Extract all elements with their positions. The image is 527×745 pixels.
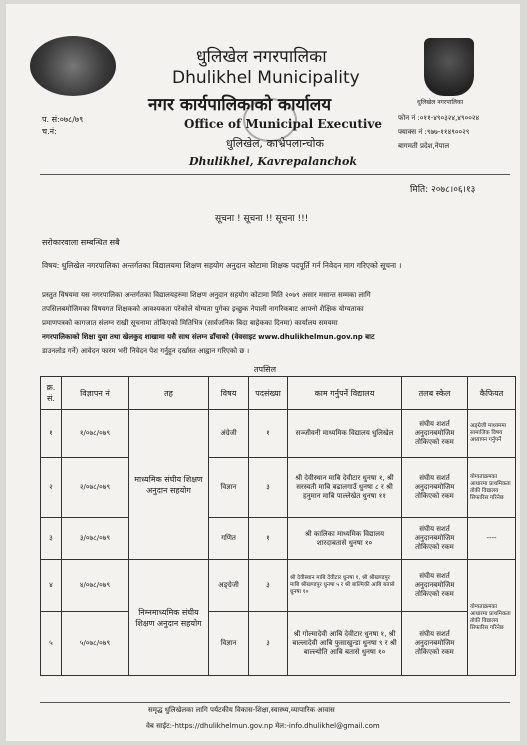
cell-salary: संघीय सशर्त अनुदानबमोजिम तोकिएको रकम: [402, 458, 468, 518]
col-header-posts: पदसंख्या: [249, 377, 288, 410]
col-header-remarks: कैफियत: [468, 377, 516, 410]
table-caption: तपसिल: [254, 365, 277, 374]
col-header-subject: विषय: [209, 377, 249, 410]
col-header-level: तह: [129, 377, 209, 410]
cell-posts: ३: [249, 458, 288, 518]
notice-title: सूचना ! सूचना !! सूचना !!!: [215, 214, 309, 224]
cell-remarks: अङ्ग्रेजी माध्यममा सामाजिक विषय अध्यापन गर्नुपर्ने: [468, 410, 516, 458]
cell-school: श्री गोल्मादेवी आबि देवीटार धुनषा १, श्री बाल्लादेवी आबि फुसाखुन्डा धुनषा ९ र श्री बाल्ल्योति आबि बतासे धुनषा १०: [288, 612, 402, 676]
notice-body-line: प्रमाणपत्रको कागजात संलग्न राखी सूचनामा तोकिएको मितिभित्र (सार्वजनिक बिदा बाहेकका दिनमा) कार्यालय समयमा: [42, 319, 338, 327]
cell-serial: ३: [41, 518, 62, 560]
col-header-serial: क्र. सं.: [41, 377, 62, 410]
cell-subject: अंग्रेजी: [209, 410, 249, 458]
cell-serial: २: [41, 458, 62, 518]
cell-salary: संघीय सशर्त अनुदानबमोजिम तोकिएको रकम: [402, 612, 468, 676]
header-office-english: Office of Municipal Executive: [184, 117, 383, 131]
cell-ad-no: ४/०७८/०७९: [62, 560, 129, 612]
cell-ad-no: ३/०७८/०७९: [62, 518, 129, 560]
header-divider: [40, 174, 510, 175]
fax-number: फ्याक्स नं :९७७-११४९००२९: [398, 128, 470, 136]
cell-school: श्री कालिका माध्यमिक विद्यालय शारदाबतासे धुनषा १०: [288, 518, 402, 560]
footer-divider: [40, 702, 510, 703]
cell-subject: अङ्ग्रेजी: [209, 560, 249, 612]
cell-serial: १: [41, 410, 62, 458]
cell-remarks: ----: [468, 518, 516, 560]
province: बागमती प्रदेश,नेपाल: [398, 142, 450, 150]
cell-subject: विज्ञान: [209, 612, 249, 676]
header-english-name: Dhulikhel Municipality: [172, 68, 360, 88]
notice-body-line: डाउनलोड गर्ने) आवेदन फारम भरी निवेदन पेश गर्नुहुन दर्खास्त आह्वान गरिएको छ ।: [42, 347, 250, 355]
cell-serial: ४: [41, 560, 62, 612]
table-row: [41, 560, 516, 612]
header-address-nepali: धुलिखेल, काभ्रेपलान्चोक: [226, 137, 324, 150]
notice-body-line: प्रस्तुत विषयमा यस नगरपालिका अन्तर्गतका विद्यालयहरुमा शिक्षण अनुदान सहयोग कोटामा मिति २०७९ असार मसान्त सम्मका लागि: [42, 291, 371, 299]
table-row: [41, 518, 516, 560]
notice-body-line: तपसिलबमोजिमका विषयगत शिक्षकको आवश्यकता परेकोले योग्यता पुगेका इच्छुक नेपाली नागरिकबाट आफ्नो शैक्षिक योग्यताका: [42, 305, 364, 313]
notice-subject: विषय: धुलिखेल नगरपालिका अन्तर्गतका विद्यालयमा शिक्षण सहयोग अनुदान कोटामा शिक्षक पदपूर्ति गर्न निवेदन माग गरिएको सूचना ।: [42, 261, 402, 270]
header-address-english: Dhulikhel, Kavrepalanchok: [189, 155, 357, 168]
municipality-logo: [424, 38, 474, 96]
col-header-school: काम गर्नुपर्ने विद्यालय: [288, 377, 402, 410]
table-header-row: [41, 377, 516, 410]
cell-salary: संघीय शशर्त अनुदानबमोजिम तोकिएको रकम: [402, 410, 468, 458]
vacancy-table: [40, 376, 516, 676]
cell-level: माध्यमिक संघीय शिक्षण अनुदान सहयोग: [129, 410, 209, 560]
nepal-emblem-logo: [30, 36, 116, 96]
table-row: [41, 410, 516, 458]
cell-ad-no: २/०७८/०७९: [62, 458, 129, 518]
col-header-salary: तलब स्केल: [402, 377, 468, 410]
footer-contact: वेब साईट:-https://dhulikhelmun.gov.np मेल:-info.dhulikhel@gmail.com: [146, 722, 380, 730]
col-header-ad-no: विज्ञापन नं: [62, 377, 129, 410]
cell-subject: विज्ञान: [209, 458, 249, 518]
cell-ad-no: १/०७८/०७९: [62, 410, 129, 458]
notice-body-line: नगरपालिकाको शिक्षा युवा तथा खेलकुद शाखामा यसै साथ संलग्न ढाँचाको (वेवसाइट www.dhulikhelmun.gov.np बाट: [42, 333, 375, 341]
cell-school: सञ्जीवनी माध्यमिक विद्यालय धुलिखेल: [288, 410, 402, 458]
cell-school: श्री देवीस्थान माबि देवीटार धुनषा १, श्री श्रीखण्डपुर माबि श्रीखण्डपुर धुनषा ५ र श्री बाल्मिकी आबि बतासे धुनषा १०: [288, 560, 402, 612]
logo-caption: धुलिखेल नगरपालिका: [417, 99, 464, 106]
cell-remarks: योग्यताक्रमका आधारमा प्राथमिकता तोकी विद्यालय सिफारिस गरिनेछ: [468, 458, 516, 518]
phone-number: फोन नं :०११-४९०३२४,४९००२४: [398, 114, 480, 122]
cell-subject: गणित: [209, 518, 249, 560]
header-nepali-name: धुलिखेल नगरपालिका: [196, 47, 327, 67]
cell-school: श्री देवीस्थान माबि देवीटार धुनषा १, श्री सरस्वती माबि बढालगाउँ धुनषा ८ र श्री हनुमान माबि पाल्लेखेत धुनषा ११: [288, 458, 402, 518]
table-row: [41, 458, 516, 518]
cell-remarks: योग्यताक्रमका आधारमा प्राथमिकता तोकी विद्यालय सिफारिस गरिनेछ: [468, 560, 516, 676]
cell-serial: ५: [41, 612, 62, 676]
notice-addressee: सरोकारवाला सम्बन्धित सबै: [42, 238, 120, 247]
header-office-nepali: नगर कार्यपालिकाको कार्यालय: [148, 95, 332, 115]
table-row: [41, 612, 516, 676]
dispatch-number: च.नं:: [42, 127, 57, 136]
footer-slogan: समृद्ध धुलिखेलका लागि पर्यटकीय विकास-शिक्षा,स्वास्थ्य,व्यापारिक आवास: [148, 706, 335, 714]
cell-posts: १: [249, 518, 288, 560]
cell-level: निम्नमाध्यमिक संघीय शिक्षण अनुदान सहयोग: [129, 560, 209, 676]
notice-date: मिति: २०७८।०६।१३: [410, 185, 476, 195]
cell-posts: १: [249, 410, 288, 458]
cell-ad-no: ५/०७८/०७९: [62, 612, 129, 676]
cell-salary: संघीय सशर्त अनुदानबमोजिम तोकिएको रकम: [402, 560, 468, 612]
cell-salary: संघीय सशर्त अनुदानबमोजिम तोकिएको रकम: [402, 518, 468, 560]
cell-posts: ३: [249, 560, 288, 612]
ref-number: प. सं:०७८/७९: [42, 115, 84, 124]
cell-posts: ३: [249, 612, 288, 676]
